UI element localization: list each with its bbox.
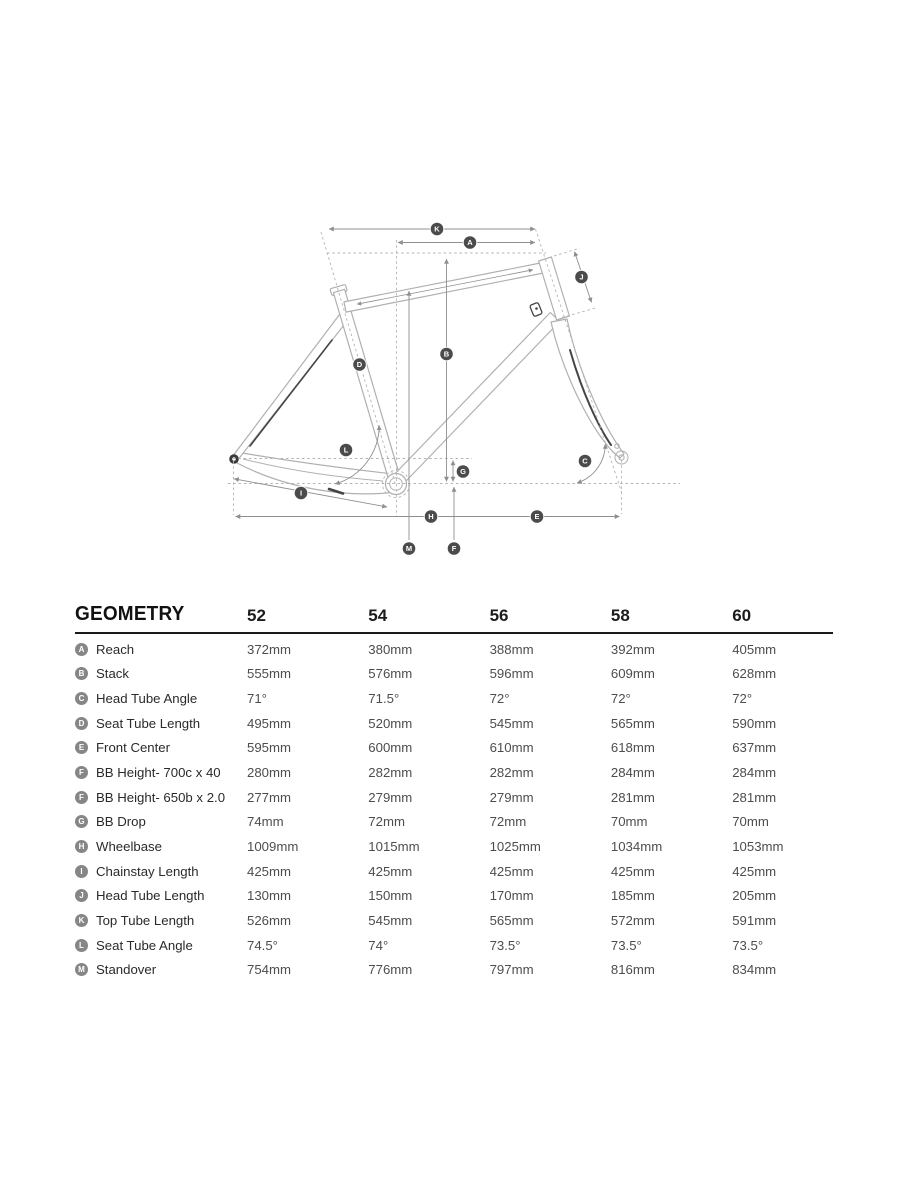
row-value: 797mm	[489, 962, 534, 978]
row-label-cell	[75, 864, 247, 879]
row-value: 637mm	[732, 740, 777, 756]
geometry-table-header	[75, 594, 865, 626]
row-label: Wheelbase	[96, 838, 162, 854]
table-row	[75, 834, 865, 859]
row-value: 284mm	[732, 765, 777, 781]
row-value: 1053mm	[732, 838, 784, 854]
svg-text:H: H	[428, 512, 434, 522]
svg-text:J: J	[579, 272, 584, 282]
geometry-rows	[75, 637, 865, 982]
row-label-cell	[75, 913, 247, 928]
svg-text:D: D	[356, 360, 363, 370]
svg-text:G: G	[460, 467, 466, 477]
table-row	[75, 662, 865, 687]
row-value: 754mm	[247, 962, 291, 978]
row-value: 73.5°	[489, 937, 521, 953]
table-row	[75, 711, 865, 736]
row-value: 776mm	[368, 962, 413, 978]
row-value: 185mm	[610, 888, 655, 904]
row-value: 279mm	[489, 789, 534, 805]
svg-text:M: M	[405, 544, 413, 554]
row-value: 834mm	[732, 962, 777, 978]
row-label: BB Height- 700c x 40	[96, 765, 221, 781]
size-column-56: 56	[489, 606, 509, 625]
row-value: 170mm	[489, 888, 534, 904]
row-label: BB Drop	[96, 814, 146, 830]
row-label-cell	[75, 790, 247, 805]
svg-text:F: F	[451, 544, 457, 554]
row-value: 72mm	[368, 814, 405, 830]
diagram-badge-L	[339, 443, 353, 457]
row-value: 576mm	[368, 666, 413, 682]
row-value: 74.5°	[247, 937, 278, 953]
row-value: 545mm	[489, 715, 534, 731]
row-value: 565mm	[610, 715, 655, 731]
row-label: Standover	[96, 962, 157, 978]
size-column-58: 58	[610, 606, 630, 625]
table-row	[75, 883, 865, 908]
head-badge-dot	[535, 307, 538, 310]
row-label: Seat Tube Angle	[96, 937, 193, 953]
row-value: 280mm	[247, 765, 291, 781]
table-row	[75, 785, 865, 810]
row-label-cell	[75, 765, 247, 780]
rear-axle-hole	[232, 457, 236, 461]
row-letter-badge: F	[75, 766, 88, 779]
row-value: 610mm	[489, 740, 534, 756]
row-label-cell	[75, 740, 247, 755]
row-value: 545mm	[368, 912, 413, 928]
seatstay-dark-line	[250, 340, 332, 446]
size-column-54: 54	[368, 606, 388, 625]
table-row	[75, 686, 865, 711]
svg-text:L: L	[343, 445, 349, 455]
row-value: 282mm	[489, 765, 534, 781]
row-value: 70mm	[732, 814, 769, 830]
row-value: 71.5°	[368, 691, 400, 707]
row-value: 1025mm	[489, 838, 541, 854]
row-value: 70mm	[610, 814, 648, 830]
row-value: 73.5°	[732, 937, 764, 953]
row-value: 628mm	[732, 666, 777, 682]
down-tube	[393, 313, 559, 485]
diagram-badge-J	[575, 270, 589, 284]
row-letter-badge: H	[75, 840, 88, 853]
row-label: Head Tube Length	[96, 888, 205, 904]
row-label-cell	[75, 716, 247, 731]
row-value: 1034mm	[610, 838, 663, 854]
row-value: 526mm	[247, 912, 291, 928]
row-value: 590mm	[732, 715, 777, 731]
row-value: 1015mm	[368, 838, 420, 854]
diagram-badge-K	[430, 222, 444, 236]
row-value: 425mm	[610, 863, 655, 879]
row-label-cell	[75, 839, 247, 854]
table-row	[75, 760, 865, 785]
row-label: Stack	[96, 666, 129, 682]
row-value: 130mm	[247, 888, 291, 904]
table-row	[75, 908, 865, 933]
row-label-cell	[75, 642, 247, 657]
row-value: 425mm	[732, 863, 777, 879]
row-value: 618mm	[610, 740, 655, 756]
row-value: 72°	[732, 691, 753, 707]
row-value: 372mm	[247, 641, 291, 657]
diagram-badge-H	[424, 510, 438, 524]
diagram-badge-G	[456, 465, 470, 479]
row-value: 565mm	[489, 912, 534, 928]
diagram-badge-M	[402, 542, 416, 556]
row-label: Chainstay Length	[96, 863, 199, 879]
row-value: 600mm	[368, 740, 413, 756]
size-column-60: 60	[732, 606, 752, 625]
header-rule	[75, 632, 833, 634]
row-letter-badge: C	[75, 692, 88, 705]
row-label-cell	[75, 938, 247, 953]
row-value: 591mm	[732, 912, 777, 928]
table-title: GEOMETRY	[75, 603, 185, 625]
dim-toptube-actual	[357, 270, 533, 304]
svg-text:I: I	[299, 488, 303, 498]
row-value: 72°	[489, 691, 510, 707]
row-value: 72mm	[489, 814, 527, 830]
row-value: 277mm	[247, 789, 291, 805]
size-column-52: 52	[247, 606, 266, 625]
row-value: 425mm	[368, 863, 413, 879]
bottom-bracket-outer	[386, 474, 407, 495]
row-letter-badge: K	[75, 914, 88, 927]
row-value: 425mm	[247, 863, 291, 879]
row-label-cell	[75, 888, 247, 903]
row-letter-badge: F	[75, 791, 88, 804]
row-value: 572mm	[610, 912, 655, 928]
table-row	[75, 809, 865, 834]
table-row	[75, 736, 865, 761]
svg-text:K: K	[434, 224, 440, 234]
diagram-badge-D	[353, 358, 367, 372]
row-label: Front Center	[96, 740, 171, 756]
row-value: 281mm	[732, 789, 777, 805]
row-value: 1009mm	[247, 838, 299, 854]
row-value: 74°	[368, 937, 389, 953]
diagram-badge-A	[463, 236, 477, 250]
row-value: 205mm	[732, 888, 777, 904]
row-value: 596mm	[489, 666, 534, 682]
row-label-cell	[75, 691, 247, 706]
diagram-badge-F	[447, 542, 461, 556]
row-value: 816mm	[610, 962, 655, 978]
diagram-badge-C	[578, 454, 592, 468]
table-row	[75, 957, 865, 982]
row-value: 74mm	[247, 814, 284, 830]
row-letter-badge: E	[75, 741, 88, 754]
svg-text:E: E	[534, 512, 540, 522]
row-letter-badge: B	[75, 667, 88, 680]
row-letter-badge: I	[75, 865, 88, 878]
row-value: 595mm	[247, 740, 291, 756]
row-value: 392mm	[610, 641, 655, 657]
row-label-cell	[75, 814, 247, 829]
row-label: Reach	[96, 641, 135, 657]
row-letter-badge: M	[75, 963, 88, 976]
svg-text:B: B	[443, 349, 450, 359]
diagram-badge-I	[294, 486, 308, 500]
table-row	[75, 859, 865, 884]
row-label: BB Height- 650b x 2.0	[96, 789, 226, 805]
row-label-cell	[75, 666, 247, 681]
row-value: 388mm	[489, 641, 534, 657]
row-value: 282mm	[368, 765, 413, 781]
frame-outline	[229, 257, 628, 498]
row-value: 425mm	[489, 863, 534, 879]
geometry-table	[75, 594, 865, 982]
row-value: 73.5°	[610, 937, 642, 953]
diagram-badge-E	[530, 510, 544, 524]
head-tube	[539, 257, 570, 320]
fork-blade	[551, 319, 624, 458]
row-letter-badge: G	[75, 815, 88, 828]
svg-text:A: A	[467, 238, 473, 248]
row-value: 281mm	[610, 789, 655, 805]
row-label: Head Tube Angle	[96, 691, 198, 707]
svg-text:C: C	[582, 456, 588, 466]
bike-frame-diagram	[0, 0, 900, 580]
row-value: 555mm	[247, 666, 291, 682]
row-value: 405mm	[732, 641, 777, 657]
row-letter-badge: A	[75, 643, 88, 656]
row-letter-badge: L	[75, 939, 88, 952]
table-row	[75, 637, 865, 662]
row-label: Top Tube Length	[96, 912, 195, 928]
row-value: 495mm	[247, 715, 291, 731]
row-value: 609mm	[610, 666, 655, 682]
row-value: 279mm	[368, 789, 413, 805]
seatstay-tube	[234, 310, 352, 459]
table-row	[75, 933, 865, 958]
row-label-cell	[75, 962, 247, 977]
diagram-badge-B	[440, 347, 454, 361]
row-value: 72°	[610, 691, 631, 707]
row-letter-badge: D	[75, 717, 88, 730]
row-value: 520mm	[368, 715, 413, 731]
row-letter-badge: J	[75, 889, 88, 902]
row-value: 380mm	[368, 641, 413, 657]
row-value: 150mm	[368, 888, 413, 904]
row-value: 71°	[247, 691, 267, 707]
row-value: 284mm	[610, 765, 655, 781]
row-label: Seat Tube Length	[96, 715, 201, 731]
